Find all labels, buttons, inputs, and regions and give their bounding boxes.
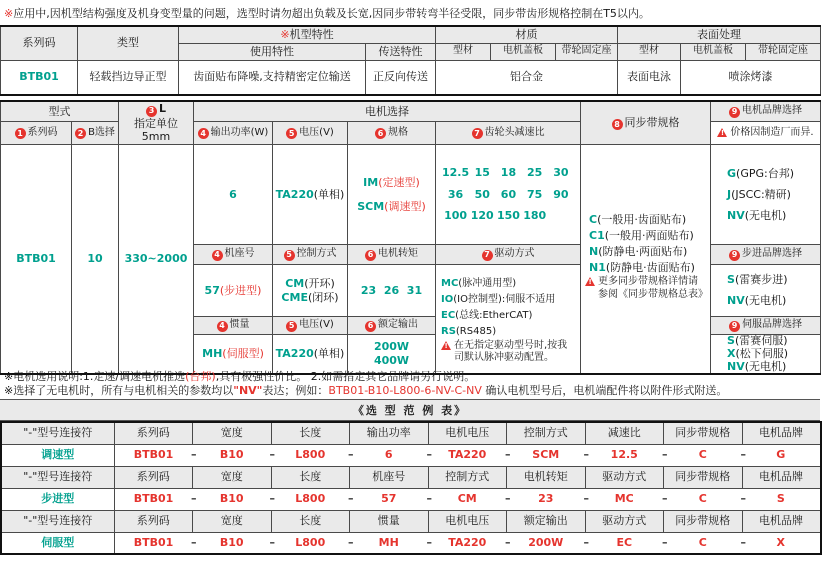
header-drive: 7 驱动方式 [436,245,581,265]
spec-col-pulley-2: 带轮固定座 [746,43,821,60]
spec-table [0,25,821,96]
spec-col-cover: 电机盖板 [491,43,556,60]
spec-col-profile-2: 型材 [618,43,681,60]
spec-surface-other-value: 喷涂烤漆 [681,60,821,95]
num-6-icon: 6 [375,128,386,139]
spec-grp-feature: ※机型特性 [179,26,436,43]
examples-table [0,421,822,555]
brand-price-warning: ! 价格因制造厂而异. [711,122,821,145]
header-motor-brand: 9 电机品牌选择 [711,101,821,122]
grp-motor-select: 电机选择 [194,101,581,122]
brand-option: S(雷赛步进) [727,273,788,286]
examples-title: 《选 型 范 例 表》 [352,404,468,417]
header-gear: 7 齿轮头减速比 [436,122,581,145]
header-l-spec: 3 L 指定单位5mm [119,101,194,145]
drive-mode-cell [436,265,581,375]
servo-output-values: 200W 400W [348,335,436,375]
stepper-brand-options [711,265,821,317]
spec-grp-material: 材质 [436,26,618,43]
grp-model: 型式 [1,101,119,122]
spec-col-cover-2: 电机盖板 [681,43,746,60]
stepper-frame-value: 57(步进型) [194,265,273,317]
speed-power-value: 6 [194,145,273,245]
examples-title-band [0,399,820,421]
header-servo-voltage: 5 电压(V) [273,317,348,335]
spec-col-profile: 型材 [436,43,491,60]
spec-col-type: 类型 [78,26,179,60]
example-header-row: "-"型号连接符 系列码 宽度 长度 输出功率 电机电压 控制方式 减速比 同步带规格 电机品牌 [1,422,821,444]
brand-option: NV(无电机) [727,208,787,222]
num-4-icon: 4 [217,321,228,332]
drive-option: MC(脉冲通用型) [441,277,517,289]
spec-type-value: 轻载挡边导正型 [78,60,179,95]
brand-option: J(JSCC:精研) [727,187,791,201]
brand-option: NV(无电机) [727,360,787,373]
spec-material-value: 铝合金 [436,60,618,95]
l-value: 330~2000 [119,145,194,375]
header-spec: 6 规格 [348,122,436,145]
speed-spec-value: IM(定速型) SCM(调速型) [348,145,436,245]
example-value-row-stepper: 步进型 BTB01 – B10 – L800 – 57 – CM – 23 – MC – C – S [1,488,821,510]
stepper-control-value: CM(开环) CME(闭环) [273,265,348,317]
num-5-icon: 5 [286,128,297,139]
b-value: 10 [72,145,119,375]
num-5-icon: 5 [284,250,295,261]
header-voltage: 5 电压(V) [273,122,348,145]
spec-transfer-value: 正反向传送 [366,60,436,95]
num-9-icon: 9 [729,321,740,332]
spec-series-value: BTB01 [1,60,78,95]
no-motor-note: ※选择了无电机时，所有与电机相关的参数均以"NV"表达；例如：BTB01-B10-L800-6-NV-C-NV 确认电机型号后，电机端配件将以附件形式附送。 [4,384,728,397]
spec-col-series: 系列码 [1,26,78,60]
warning-icon [441,341,451,350]
spec-col-pulley: 带轮固定座 [556,43,618,60]
num-5-icon: 5 [286,321,297,332]
feature-marker: ※ [280,27,290,41]
servo-inertia-value: MH(伺服型) [194,335,273,375]
top-usage-note [4,7,650,20]
header-torque: 6 电机转矩 [348,245,436,265]
num-4-icon: 4 [198,128,209,139]
selection-table [0,100,821,375]
header-inertia: 4 惯量 [194,317,273,335]
warning-icon [717,128,727,137]
warning-icon [585,277,595,286]
servo-brand-options [711,335,821,375]
belt-warning: ! 更多同步带规格详情请参阅《同步带规格总表》 [581,276,710,306]
num-1-icon: 1 [15,128,26,139]
num-8-icon: 8 [612,119,623,130]
example-value-row-servo: 伺服型 BTB01 – B10 – L800 – MH – TA220 – 200W – EC – C – X [1,532,821,554]
header-rated-output: 6 额定输出 [348,317,436,335]
num-9-icon: 9 [729,107,740,118]
spec-surface-profile-value: 表面电泳 [618,60,681,95]
example-header-row: "-"型号连接符 系列码 宽度 长度 机座号 控制方式 电机转矩 驱动方式 同步带规格 电机品牌 [1,466,821,488]
belt-option: N(防静电·两面贴布) [589,245,688,258]
example-header-row: "-"型号连接符 系列码 宽度 长度 惯量 电机电压 额定输出 驱动方式 同步带规格 电机品牌 [1,510,821,532]
brand-option: NV(无电机) [727,294,787,307]
header-stepper-brand: 9 步进品牌选择 [711,245,821,265]
header-b-select: 2 B选择 [72,122,119,145]
gear-ratio-values: 12.5 15 18 25 30 36 50 60 75 90 100 120 150 180 [436,145,581,245]
brand-option: G(GPG:台邦) [727,166,795,180]
belt-spec-cell [581,145,711,375]
belt-option: C(一般用·齿面贴布) [589,213,687,226]
num-6-icon: 6 [365,321,376,332]
drive-warning: ! 在无指定驱动型号时,按我司默认脉冲驱动配置。 [441,340,577,365]
drive-option: IO(IO控制型):伺服不适用 [441,293,556,305]
example-value-row-speed: 调速型 BTB01 – B10 – L800 – 6 – TA220 – SCM – 12.5 – C – G [1,444,821,466]
belt-option: C1(一般用·两面贴布) [589,229,694,242]
servo-voltage-value: TA220(单相) [273,335,348,375]
spec-use-value: 齿面贴布降噪,支持精密定位输送 [179,60,366,95]
drive-option: RS(RS485) [441,325,497,337]
num-4-icon: 4 [212,250,223,261]
speed-voltage-value: TA220(单相) [273,145,348,245]
brand-option: S(雷赛伺服) [727,334,788,347]
spec-col-transfer: 传送特性 [366,43,436,60]
drive-option: EC(总线:EtherCAT) [441,309,533,321]
note-marker: ※ [4,7,14,20]
num-9-icon: 9 [729,250,740,261]
motor-brand-options [711,145,821,245]
header-power: 4 输出功率(W) [194,122,273,145]
header-l-sub: 指定单位5mm [134,116,178,144]
num-6-icon: 6 [365,250,376,261]
header-frame: 4 机座号 [194,245,273,265]
num-7-icon: 7 [482,250,493,261]
brand-option: X(松下伺服) [727,347,789,360]
num-7-icon: 7 [472,128,483,139]
num-3-icon: 3 [146,106,157,117]
series-value: BTB01 [1,145,72,375]
stepper-torque-values: 23 26 31 [348,265,436,317]
motor-selection-note: ※电机选用说明:1.定速/调速电机推选(台邦),具有极强性价比。 2.如需指定其它品牌请另行说明。 [4,370,476,383]
spec-grp-surface: 表面处理 [618,26,821,43]
header-control: 5 控制方式 [273,245,348,265]
header-belt: 8 同步带规格 [581,101,711,145]
header-servo-brand: 9 伺服品牌选择 [711,317,821,335]
belt-option: N1(防静电·齿面贴布) [589,261,695,274]
spec-col-use: 使用特性 [179,43,366,60]
num-2-icon: 2 [75,128,86,139]
top-note-text: 应用中,因机型结构强度及机身变型量的问题，选型时请勿超出负载及长宽,因同步带转弯半径受限，同步带齿形规格控制在T5以内。 [13,7,650,20]
header-series: 1 系列码 [1,122,72,145]
